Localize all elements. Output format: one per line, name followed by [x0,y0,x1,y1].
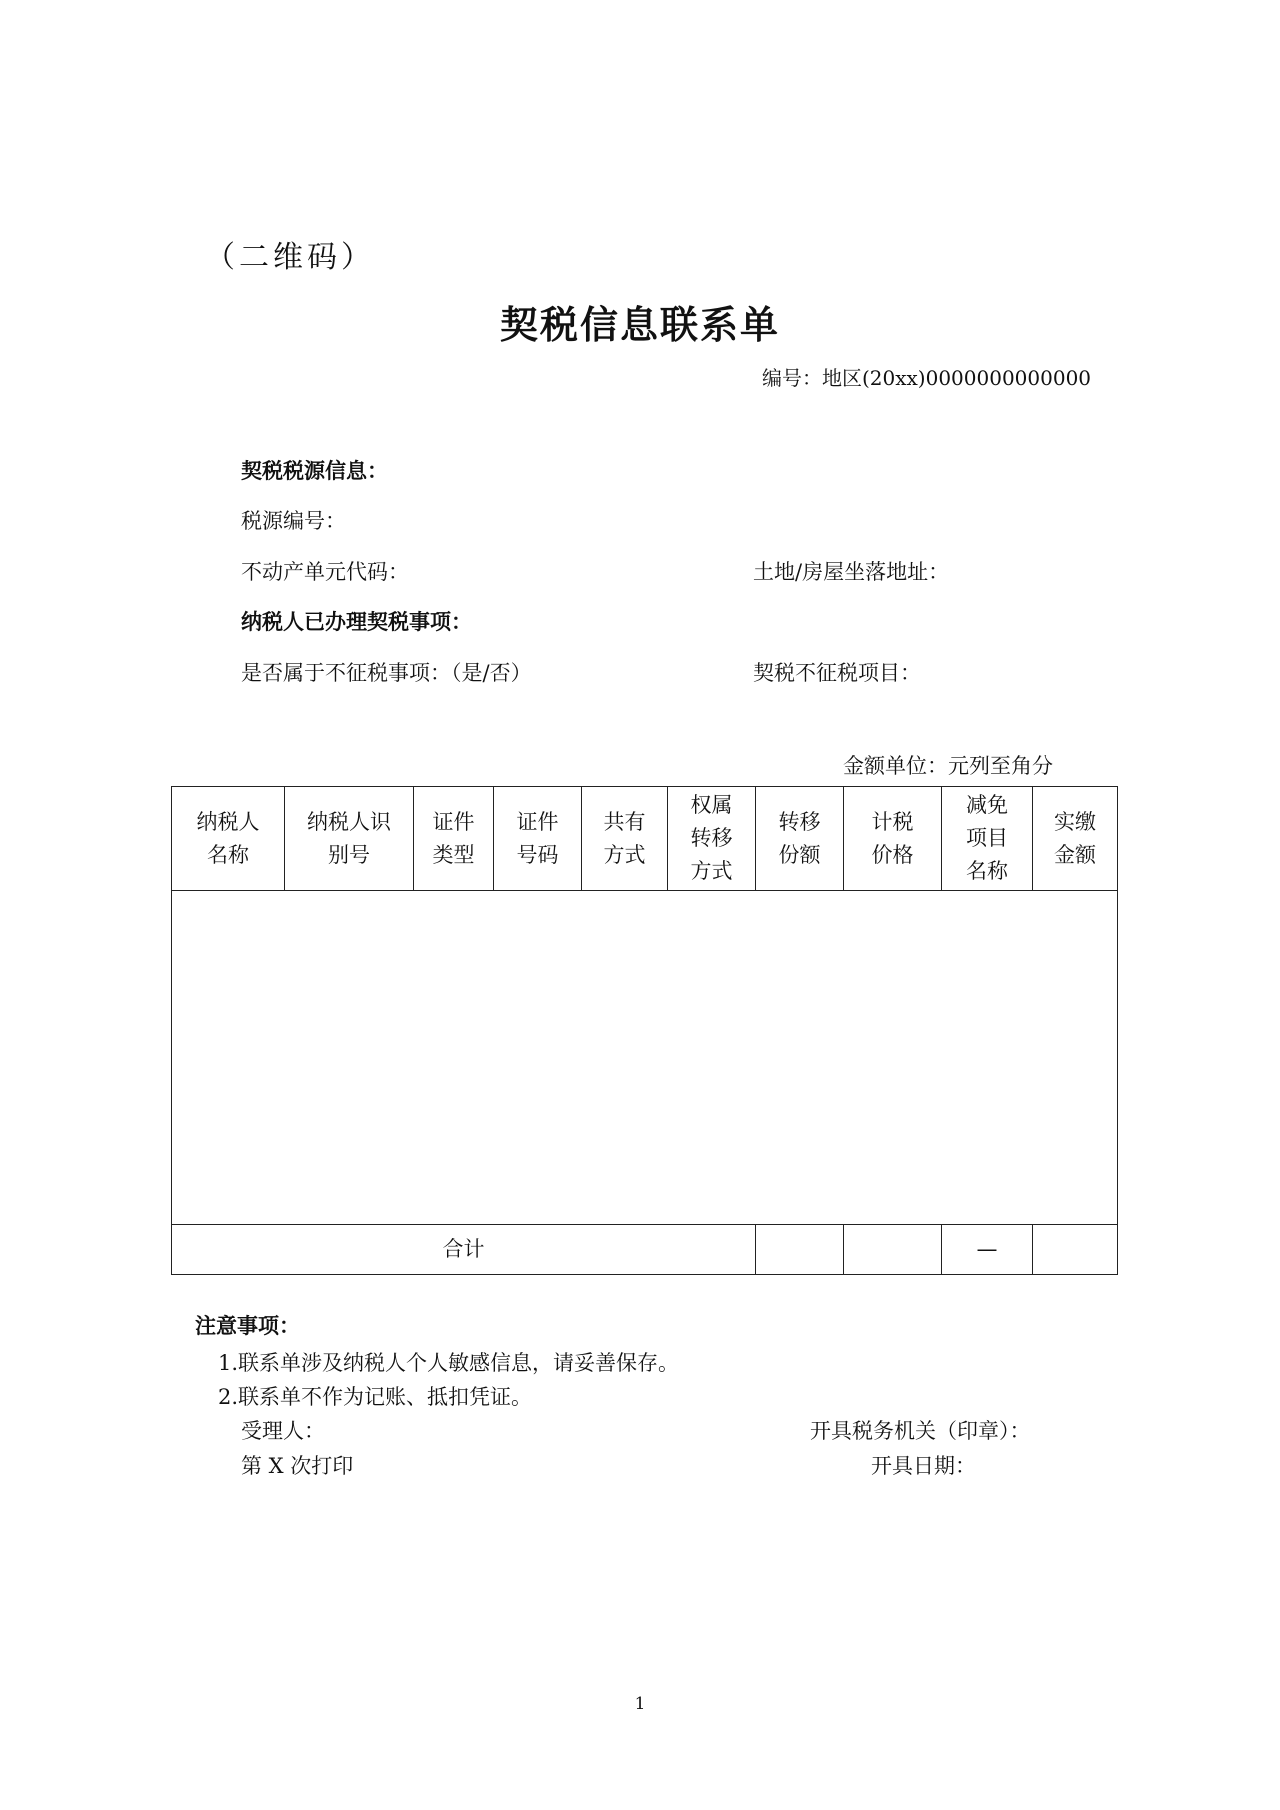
serial-number: 编号：地区(20xx)0000000000000 [762,366,1092,390]
issuing-authority-label: 开具税务机关（印章）： [810,1419,1031,1443]
note-item: 2.联系单不作为记账、抵扣凭证。 [218,1385,533,1409]
header-cell [414,787,494,891]
header-exemption-item: 减免 项目 名称 [966,793,1008,883]
header-taxpayer-name: 纳税人 名称 [196,809,260,867]
header-taxpayer-id: 纳税人识 别号 [307,809,391,867]
total-label: 合计 [442,1237,485,1261]
total-exemption-cell [942,1225,1033,1275]
header-transfer-method: 权属 转移 方式 [690,793,733,883]
header-co-ownership: 共有 方式 [603,809,646,867]
tax-source-number-label: 税源编号： [241,509,346,533]
total-label-cell [172,1225,756,1275]
header-cell [172,787,285,891]
table-body-area [172,891,1118,1225]
header-cell [942,787,1033,891]
header-cell [668,787,756,891]
property-address-label: 土地/房屋坐落地址： [753,560,950,584]
header-transfer-share: 转移 份额 [778,809,821,867]
tax-source-section-title: 契税税源信息： [241,458,388,483]
total-dash: — [976,1237,998,1261]
header-cell [582,787,668,891]
table-body-cell [172,891,1118,1225]
total-amount-paid-cell [1033,1225,1118,1275]
property-unit-code-label: 不动产单元代码： [241,560,409,584]
header-cell [285,787,414,891]
table-total-row [172,1225,1118,1275]
non-taxable-question-label: 是否属于不征税事项：（是/否） [241,661,532,685]
header-cell [1033,787,1118,891]
total-transfer-share-cell [756,1225,844,1275]
header-cell [756,787,844,891]
header-id-number: 证件 号码 [516,809,559,867]
print-count-label: 第 X 次打印 [241,1454,354,1478]
handled-items-label: 纳税人已办理契税事项： [241,609,472,634]
header-amount-paid: 实缴 金额 [1054,809,1096,867]
header-cell [494,787,582,891]
page-number: 1 [634,1694,646,1714]
taxpayer-table [171,786,1118,1275]
amount-unit-note: 金额单位：元列至角分 [843,754,1053,778]
handler-label: 受理人： [241,1419,325,1443]
document-title: 契税信息联系单 [499,302,780,347]
issue-date-label: 开具日期： [871,1454,976,1478]
header-id-type: 证件 类型 [432,809,475,867]
table-header-row [172,787,1118,891]
header-taxable-price: 计税 价格 [871,809,914,867]
qr-code-placeholder: （二维码） [205,240,375,275]
notes-title: 注意事项： [195,1313,300,1338]
header-cell [844,787,942,891]
total-taxable-price-cell [844,1225,942,1275]
note-item: 1.联系单涉及纳税人个人敏感信息，请妥善保存。 [218,1351,680,1375]
non-taxable-item-label: 契税不征税项目： [753,661,921,685]
